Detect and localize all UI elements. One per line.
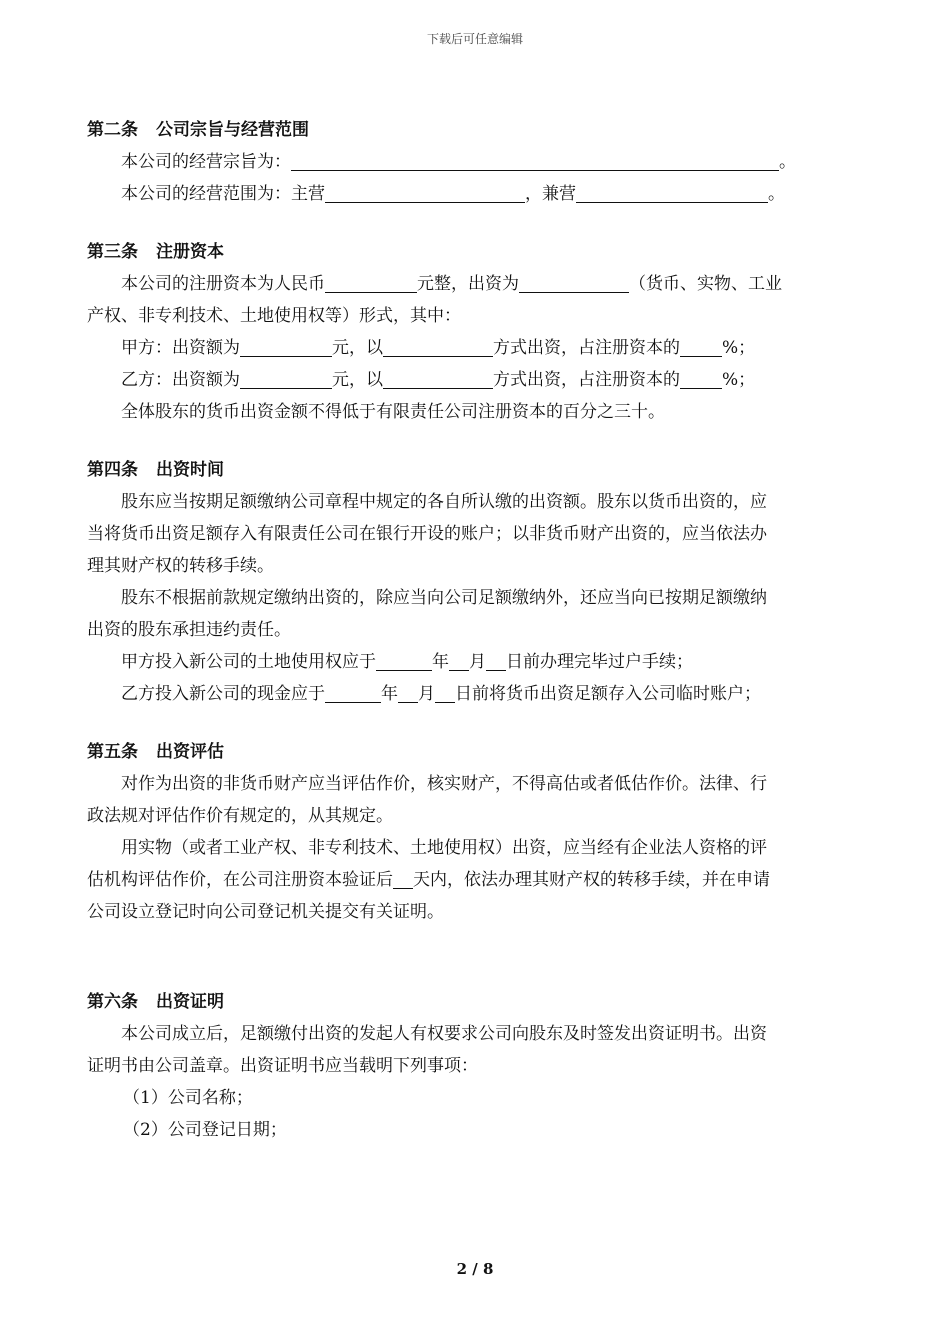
side-business-blank[interactable] [576, 182, 768, 203]
paragraph-line: 股东应当按期足额缴纳公司章程中规定的各自所认缴的出资额。股东以货币出资的，应 [121, 492, 767, 512]
text: 估机构评估作价，在公司注册资本验证后 [87, 870, 393, 890]
cash-ratio-line: 全体股东的货币出资金额不得低于有限责任公司注册资本的百分之三十。 [121, 402, 665, 422]
text: （货币、实物、工业 [629, 274, 782, 294]
party-a-deadline-line [87, 646, 857, 678]
scope-line [87, 178, 857, 210]
text: 本公司的经营范围为：主营 [121, 184, 325, 204]
text: 天内，依法办理其财产权的转移手续，并在申请 [413, 870, 770, 890]
paragraph-line: 理其财产权的转移手续。 [87, 556, 274, 576]
section-5-heading [87, 736, 857, 768]
text: ，兼营 [525, 184, 576, 204]
text: 元整，出资为 [417, 274, 519, 294]
document-body [87, 114, 857, 1146]
section-number: 第五条 [87, 742, 138, 762]
paragraph-line: 用实物（或者工业产权、非专利技术、土地使用权）出资，应当经有企业法人资格的评 [121, 838, 767, 858]
text: 月 [418, 684, 435, 704]
party-a-method-blank[interactable] [383, 336, 493, 357]
text: 乙方投入新公司的现金应于 [121, 684, 325, 704]
text: 年 [432, 652, 449, 672]
text: 本公司的经营宗旨为： [121, 152, 291, 172]
capital-amount-blank[interactable] [325, 272, 417, 293]
section-number: 第四条 [87, 460, 138, 480]
text: 日前将货币出资足额存入公司临时账户； [455, 684, 761, 704]
section-title: 出资评估 [156, 742, 224, 762]
paragraph-line: 公司设立登记时向公司登记机关提交有关证明。 [87, 902, 444, 922]
text: 日前办理完毕过户手续； [506, 652, 693, 672]
text: 元，以 [332, 370, 383, 390]
section-title: 注册资本 [156, 242, 224, 262]
paragraph-line [87, 864, 857, 896]
text: 方式出资，占注册资本的 [493, 370, 680, 390]
paragraph-line: 当将货币出资足额存入有限责任公司在银行开设的账户；以非货币财产出资的，应当依法办 [87, 524, 767, 544]
text: 本公司的注册资本为人民币 [121, 274, 325, 294]
day-blank[interactable] [435, 682, 455, 703]
month-blank[interactable] [398, 682, 418, 703]
paragraph-line: 政法规对评估作价有规定的，从其规定。 [87, 806, 393, 826]
list-item: （2）公司登记日期； [123, 1120, 287, 1140]
text: 。 [779, 152, 796, 172]
year-blank[interactable] [325, 682, 381, 703]
section-2-heading [87, 114, 857, 146]
section-number: 第二条 [87, 120, 138, 140]
party-b-amount-blank[interactable] [240, 368, 332, 389]
text: 元，以 [332, 338, 383, 358]
text: 甲方投入新公司的土地使用权应于 [121, 652, 376, 672]
month-blank[interactable] [449, 650, 469, 671]
text: %； [722, 370, 756, 390]
text: 乙方：出资额为 [121, 370, 240, 390]
section-title: 公司宗旨与经营范围 [156, 120, 309, 140]
capital-form-blank[interactable] [519, 272, 629, 293]
page-header: 下载后可任意编辑 [426, 32, 523, 46]
text: 方式出资，占注册资本的 [493, 338, 680, 358]
text: 甲方：出资额为 [121, 338, 240, 358]
text: %； [722, 338, 756, 358]
capital-line-cont: 产权、非专利技术、土地使用权等）形式，其中： [87, 306, 461, 326]
party-b-line [87, 364, 857, 396]
party-a-line [87, 332, 857, 364]
text: 。 [768, 184, 785, 204]
page-number: 2 / 8 [456, 1260, 494, 1278]
section-6-heading [87, 986, 857, 1018]
party-b-method-blank[interactable] [383, 368, 493, 389]
section-number: 第六条 [87, 992, 138, 1012]
section-title: 出资证明 [156, 992, 224, 1012]
day-blank[interactable] [486, 650, 506, 671]
party-b-deadline-line [87, 678, 857, 710]
purpose-blank[interactable] [291, 150, 779, 171]
party-b-percent-blank[interactable] [680, 368, 722, 389]
capital-line [87, 268, 857, 300]
text: 年 [381, 684, 398, 704]
party-a-amount-blank[interactable] [240, 336, 332, 357]
paragraph-line: 证明书由公司盖章。出资证明书应当载明下列事项： [87, 1056, 478, 1076]
year-blank[interactable] [376, 650, 432, 671]
section-number: 第三条 [87, 242, 138, 262]
paragraph-line: 出资的股东承担违约责任。 [87, 620, 291, 640]
section-3-heading [87, 236, 857, 268]
section-title: 出资时间 [156, 460, 224, 480]
section-4-heading [87, 454, 857, 486]
purpose-line [87, 146, 857, 178]
list-item: （1）公司名称； [123, 1088, 253, 1108]
paragraph-line: 本公司成立后，足额缴付出资的发起人有权要求公司向股东及时签发出资证明书。出资 [121, 1024, 767, 1044]
party-a-percent-blank[interactable] [680, 336, 722, 357]
paragraph-line: 股东不根据前款规定缴纳出资的，除应当向公司足额缴纳外，还应当向已按期足额缴纳 [121, 588, 767, 608]
text: 月 [469, 652, 486, 672]
main-business-blank[interactable] [325, 182, 525, 203]
days-blank[interactable] [393, 868, 413, 889]
paragraph-line: 对作为出资的非货币财产应当评估作价，核实财产，不得高估或者低估作价。法律、行 [121, 774, 767, 794]
